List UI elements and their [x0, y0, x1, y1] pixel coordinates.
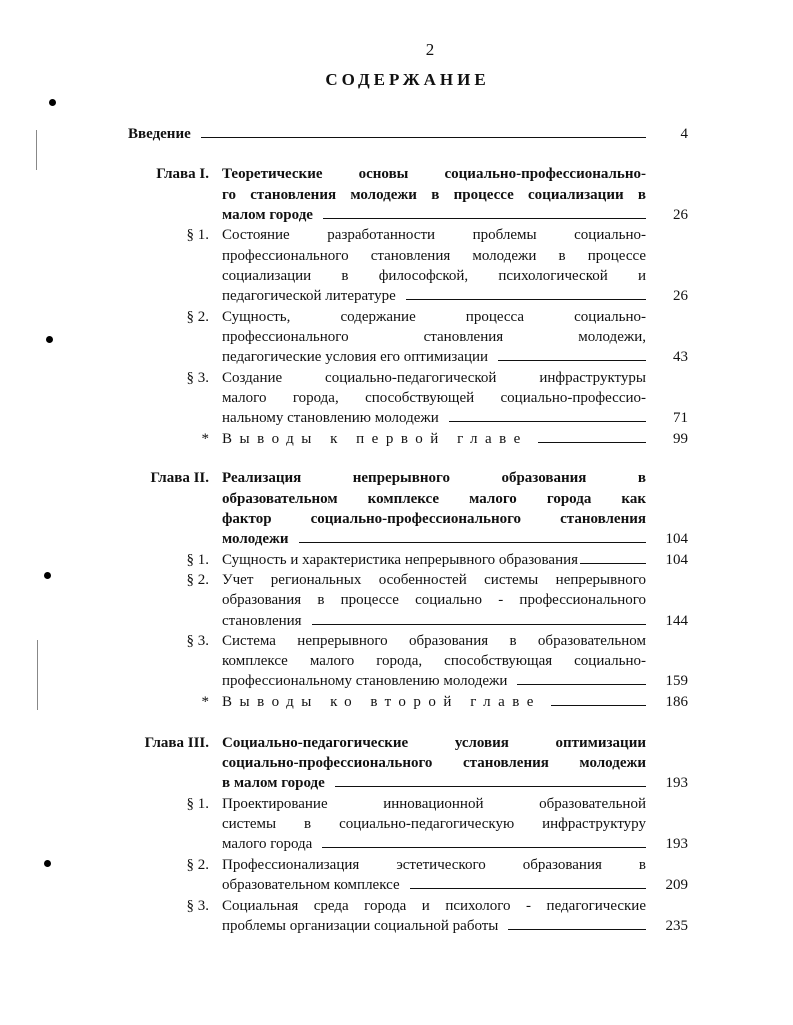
chapter1-label: Глава I. [156, 166, 209, 182]
section-last-line[interactable] [222, 286, 646, 306]
scan-mark [46, 336, 53, 343]
chapter1-page: 26 [673, 207, 688, 223]
section-line: проблемы организации социальной работы [222, 918, 499, 934]
chapter3-title-line[interactable]: социально-профессионального становления молодежи [222, 755, 646, 771]
section-line: педагогические условия его оптимизации [222, 349, 489, 365]
leader-line [201, 124, 646, 138]
chapter3-label: Глава III. [144, 735, 209, 751]
section-page: 144 [665, 613, 688, 629]
chapter1-title-line[interactable]: Теоретические основы социально-профессионально- [222, 166, 646, 182]
chapter2-title-last[interactable] [222, 529, 646, 549]
section-line: становления [222, 613, 302, 629]
conclusions-entry[interactable] [222, 429, 646, 449]
conclusions-label: * [201, 431, 209, 447]
leader-line [323, 205, 646, 219]
section-label: § 3. [186, 898, 209, 914]
leader-line [508, 916, 646, 930]
leader-line [322, 834, 646, 848]
conclusions-entry[interactable] [222, 692, 646, 712]
section-page: 26 [673, 288, 688, 304]
chapter1-title-line[interactable]: го становления молодежи в процессе социализации в [222, 187, 646, 203]
chapter2-title-line[interactable]: Реализация непрерывного образования в [222, 470, 646, 486]
section-line: образовательном комплексе [222, 877, 400, 893]
toc-heading: СОДЕРЖАНИЕ [325, 70, 490, 89]
chapter3-title-line: в малом городе [222, 775, 325, 791]
section-last-line[interactable] [222, 347, 646, 367]
leader-line [312, 611, 646, 625]
leader-line [299, 529, 646, 543]
section-page: 71 [673, 410, 688, 426]
chapter3-title-last[interactable] [222, 773, 646, 793]
chapter3-title-line[interactable]: Социально-педагогические условия оптимизации [222, 735, 646, 751]
section-line: педагогической литературе [222, 288, 396, 304]
section-line[interactable]: Система непрерывного образования в образовательном [222, 633, 646, 649]
section-label: § 2. [186, 572, 209, 588]
section-label: § 2. [186, 857, 209, 873]
section-line[interactable]: профессионального становления молодежи, [222, 329, 646, 345]
chapter2-title-line[interactable]: фактор социально-профессионального становления [222, 511, 646, 527]
chapter2-title-line: молодежи [222, 531, 289, 547]
section-line[interactable]: профессионального становления молодежи в процессе [222, 248, 646, 264]
section-line[interactable]: Учет региональных особенностей системы непрерывного [222, 572, 646, 588]
section-line[interactable]: Создание социально-педагогической инфраструктуры [222, 370, 646, 386]
section-line[interactable]: образования в процессе социально - профессионального [222, 592, 646, 608]
chapter1-title-last[interactable] [222, 205, 646, 225]
section-line: нальному становлению молодежи [222, 410, 439, 426]
section-page: 235 [665, 918, 688, 934]
section-label: § 1. [186, 796, 209, 812]
section-label: § 3. [186, 633, 209, 649]
section-line[interactable]: Состояние разработанности проблемы социально- [222, 227, 646, 243]
section-line: Сущность и характеристика непрерывного образования [222, 552, 579, 568]
section-line[interactable]: Сущность, содержание процесса социально- [222, 309, 646, 325]
section-page: 193 [665, 836, 688, 852]
chapter2-title-line[interactable]: образовательном комплексе малого города как [222, 491, 646, 507]
chapter3-page: 193 [665, 775, 688, 791]
section-label: § 3. [186, 370, 209, 386]
leader-line [580, 550, 646, 564]
section-label: § 2. [186, 309, 209, 325]
section-page: 104 [665, 552, 688, 568]
chapter1-title-line: малом городе [222, 207, 313, 223]
chapter2-page: 104 [665, 531, 688, 547]
scan-mark [49, 99, 56, 106]
intro-page: 4 [680, 126, 688, 142]
section-last-line[interactable] [222, 550, 646, 570]
section-line: малого города [222, 836, 313, 852]
section-page: 43 [673, 349, 688, 365]
section-last-line[interactable] [222, 611, 646, 631]
leader-line [449, 408, 646, 422]
section-last-line[interactable] [222, 834, 646, 854]
conclusions-text: Выводы к первой главе [222, 431, 528, 447]
chapter2-label: Глава II. [150, 470, 209, 486]
conclusions-page: 186 [665, 694, 688, 710]
section-page: 209 [665, 877, 688, 893]
section-line[interactable]: социализации в философской, психологической и [222, 268, 646, 284]
leader-line [410, 875, 646, 889]
toc-entry-intro[interactable] [128, 124, 646, 144]
section-line[interactable]: Профессионализация эстетического образования в [222, 857, 646, 873]
section-last-line[interactable] [222, 916, 646, 936]
section-label: § 1. [186, 552, 209, 568]
page-number: 2 [425, 40, 435, 59]
conclusions-page: 99 [673, 431, 688, 447]
section-page: 159 [665, 673, 688, 689]
leader-line [517, 671, 646, 685]
conclusions-label: * [201, 694, 209, 710]
section-last-line[interactable] [222, 408, 646, 428]
leader-line [538, 429, 646, 443]
leader-line [335, 773, 646, 787]
section-last-line[interactable] [222, 875, 646, 895]
section-line: профессиональному становлению молодежи [222, 673, 508, 689]
section-label: § 1. [186, 227, 209, 243]
section-line[interactable]: комплексе малого города, способствующая социально- [222, 653, 646, 669]
section-last-line[interactable] [222, 671, 646, 691]
intro-label: Введение [128, 126, 191, 142]
section-line[interactable]: Проектирование инновационной образовательной [222, 796, 646, 812]
conclusions-text: Выводы ко второй главе [222, 694, 541, 710]
section-line[interactable]: Социальная среда города и психолого - педагогические [222, 898, 646, 914]
leader-line [406, 286, 646, 300]
leader-line [498, 347, 646, 361]
leader-line [551, 692, 646, 706]
section-line[interactable]: малого города, способствующей социально-профессио- [222, 390, 646, 406]
section-line[interactable]: системы в социально-педагогическую инфраструктуру [222, 816, 646, 832]
